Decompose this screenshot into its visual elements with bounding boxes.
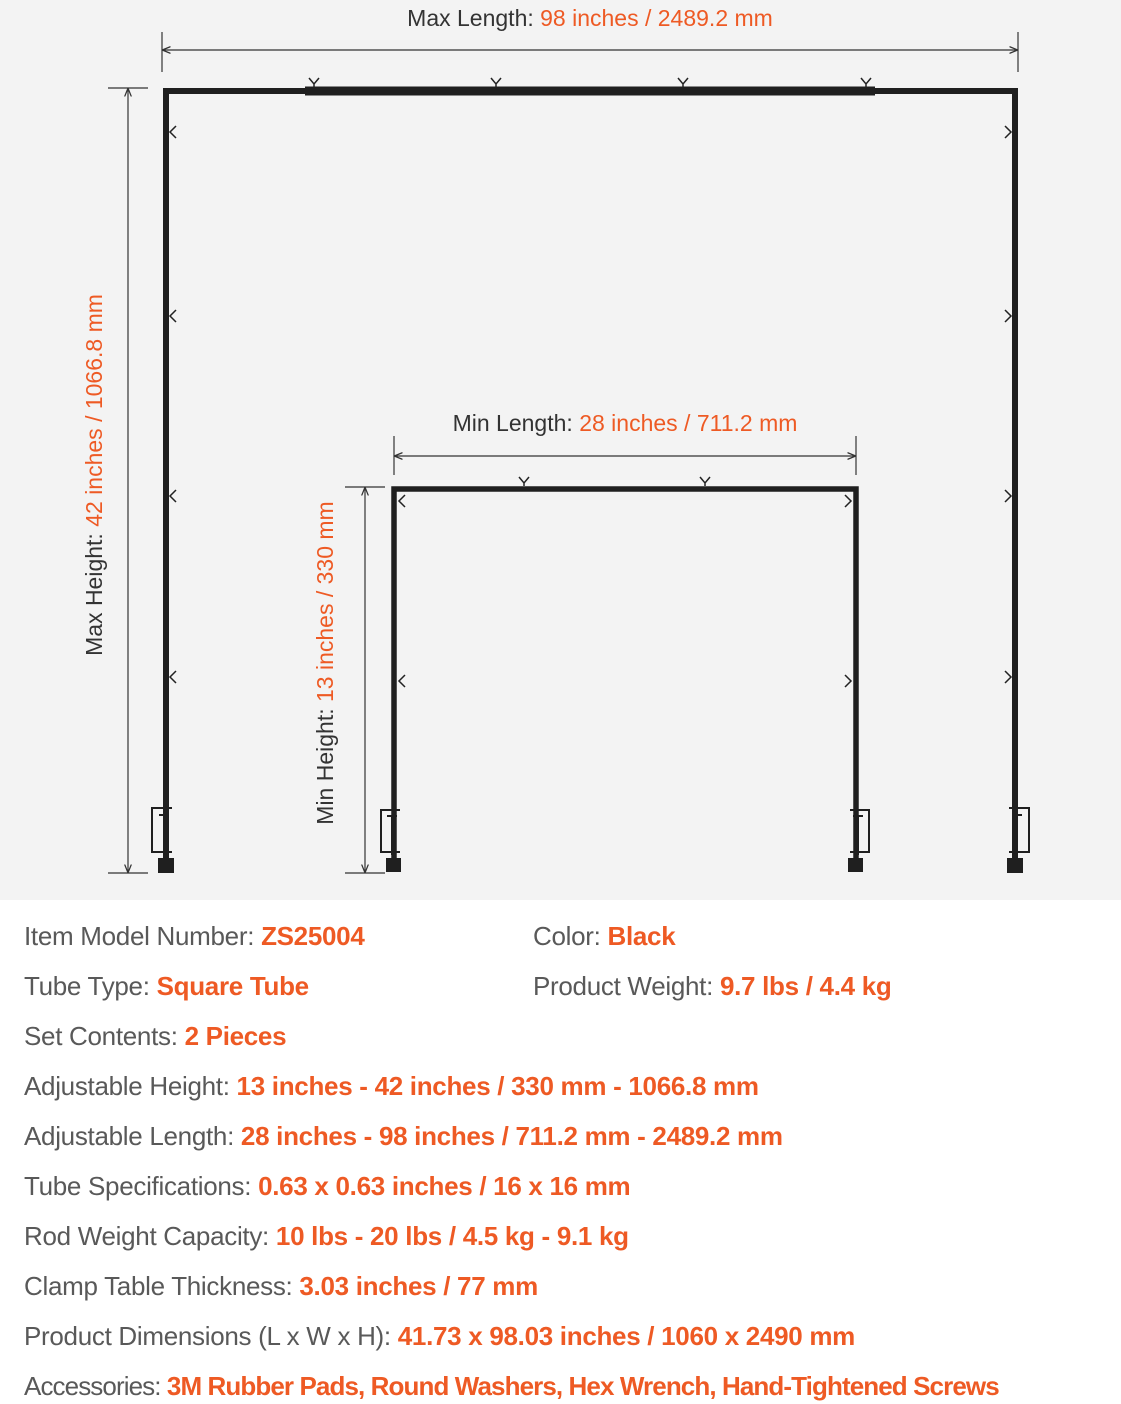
spec-rod-weight-capacity: Rod Weight Capacity: 10 lbs - 20 lbs / 4.5 kg - 9.1 kg xyxy=(24,1221,629,1251)
spec-model: Item Model Number: ZS25004 xyxy=(24,921,365,951)
min-height-label: Min Height: 13 inches / 330 mm xyxy=(312,501,338,825)
large-frame xyxy=(152,78,1029,873)
small-frame xyxy=(381,477,869,872)
spec-adjustable-length: Adjustable Length: 28 inches - 98 inches / 711.2 mm - 2489.2 mm xyxy=(24,1121,783,1151)
spec-set-contents: Set Contents: 2 Pieces xyxy=(24,1021,287,1051)
spec-accessories: Accessories: 3M Rubber Pads, Round Washers, Hex Wrench, Hand-Tightened Screws xyxy=(24,1371,999,1401)
min-length-label: Min Length: 28 inches / 711.2 mm xyxy=(452,410,798,436)
spec-product-weight: Product Weight: 9.7 lbs / 4.4 kg xyxy=(533,971,892,1001)
spec-clamp-table-thickness: Clamp Table Thickness: 3.03 inches / 77 mm xyxy=(24,1271,538,1301)
spec-product-dimensions: Product Dimensions (L x W x H): 41.73 x 98.03 inches / 1060 x 2490 mm xyxy=(24,1321,855,1351)
max-height-label: Max Height: 42 inches / 1066.8 mm xyxy=(81,294,107,656)
specifications-panel xyxy=(0,900,1121,1404)
max-length-label: Max Length: 98 inches / 2489.2 mm xyxy=(407,5,773,31)
spec-tube-type: Tube Type: Square Tube xyxy=(24,971,309,1001)
spec-adjustable-height: Adjustable Height: 13 inches - 42 inches / 330 mm - 1066.8 mm xyxy=(24,1071,759,1101)
spec-color: Color: Black xyxy=(533,921,676,951)
spec-tube-specifications: Tube Specifications: 0.63 x 0.63 inches / 16 x 16 mm xyxy=(24,1171,631,1201)
